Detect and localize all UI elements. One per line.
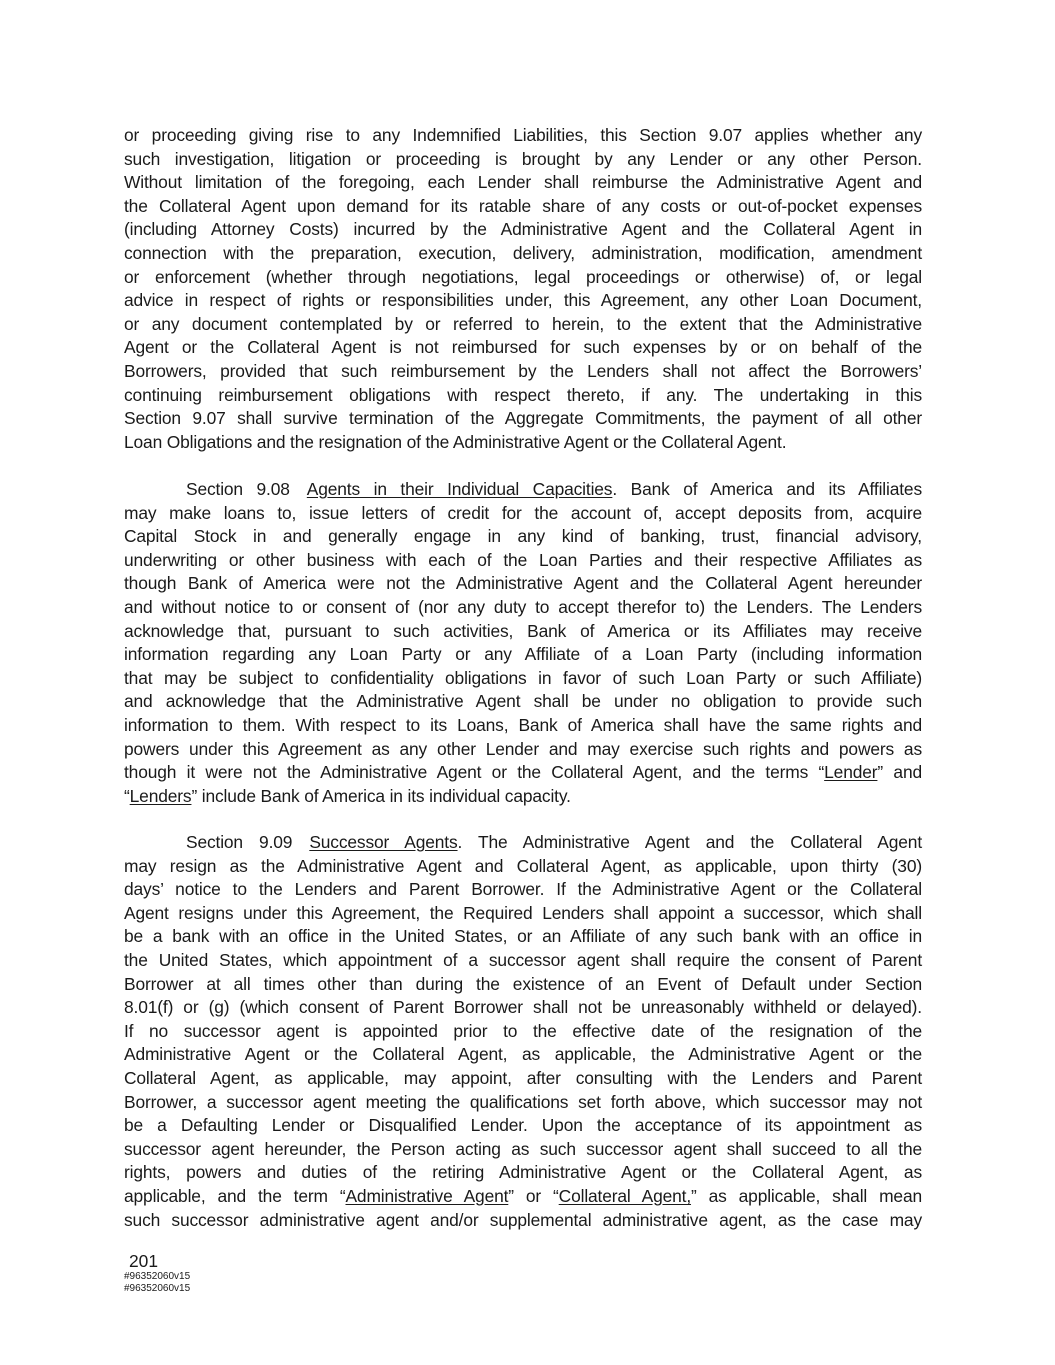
text-line: Capital Stock in and generally engage in any kind of banking, trust, financial advisory, — [124, 526, 922, 547]
section-number: Section 9.09 — [186, 832, 293, 852]
defined-term: Lender — [824, 762, 878, 783]
text-line — [124, 1185, 922, 1209]
text-line: may resign as the Administrative Agent and Collateral Agent, as applicable, upon thirty (30) — [124, 855, 922, 876]
text-run: applicable, and the term “ — [124, 1185, 346, 1206]
text-line: powers under this Agreement as any other Lender and may exercise such rights and powers as — [124, 738, 922, 759]
text-line: the United States, which appointment of a successor agent shall require the consent of Parent — [124, 949, 922, 970]
text-line: (including Attorney Costs) incurred by the Administrative Agent and the Collateral Agent in — [124, 219, 922, 240]
text-run: ” include Bank of America in its individual capacity. — [191, 785, 571, 806]
text-line: connection with the preparation, execution, delivery, administration, modification, amendment — [124, 242, 922, 263]
text-run: “ — [124, 785, 130, 806]
text-line: successor agent hereunder, the Person acting as such successor agent shall succeed to all the — [124, 1138, 922, 1159]
section-title: Successor Agents — [309, 832, 458, 852]
text-line: though Bank of America were not the Administrative Agent and the Collateral Agent hereunder — [124, 573, 922, 594]
text-line: continuing reimbursement obligations with respect thereto, if any. The undertaking in this — [124, 384, 922, 405]
document-id: #96352060v15 — [124, 1271, 191, 1282]
text-line: Loan Obligations and the resignation of the Administrative Agent or the Collateral Agent. — [124, 431, 787, 452]
text-line: 8.01(f) or (g) (which consent of Parent Borrower shall not be unreasonably withheld or delayed). — [124, 997, 922, 1018]
text-line: Agent or the Collateral Agent is not reimbursed for such expenses by or on behalf of the — [124, 337, 922, 358]
text-line: and acknowledge that the Administrative Agent shall be under no obligation to provide such — [124, 691, 922, 712]
section-9-07-continuation — [124, 124, 922, 454]
section-number: Section 9.08 — [186, 479, 290, 499]
text-run: though it were not the Administrative Agent or the Collateral Agent, and the terms “ — [124, 762, 825, 783]
section-heading-line — [124, 831, 922, 855]
text-line: Section 9.07 shall survive termination of the Aggregate Commitments, the payment of all other — [124, 408, 922, 429]
text-line: underwriting or other business with each of the Loan Parties and their respective Affiliates as — [124, 549, 922, 570]
text-line: or proceeding giving rise to any Indemnified Liabilities, this Section 9.07 applies whether any — [124, 125, 922, 145]
text-line: may make loans to, issue letters of credit for the account of, accept deposits from, acquire — [124, 502, 922, 523]
defined-term: Collateral Agent, — [558, 1185, 692, 1206]
text-line: Agent resigns under this Agreement, the Required Lenders shall appoint a successor, which shall — [124, 902, 922, 923]
text-line: and without notice to or consent of (nor any duty to accept therefor to) the Lenders. The Lenders — [124, 596, 922, 617]
text-line: such successor administrative agent and/or supplemental administrative agent, as the case may — [124, 1209, 922, 1230]
page-number: 201 — [129, 1251, 159, 1271]
text-line: Borrower, a successor agent meeting the qualifications set forth above, which successor may not — [124, 1091, 922, 1112]
section-heading-line — [124, 478, 922, 502]
section-9-09 — [124, 831, 922, 1232]
text-line: rights, powers and duties of the retiring Administrative Agent or the Collateral Agent, as — [124, 1162, 922, 1183]
text-line: or any document contemplated by or referred to herein, to the extent that the Administrative — [124, 313, 922, 334]
text-line: Administrative Agent or the Collateral Agent, as applicable, the Administrative Agent or the — [124, 1044, 922, 1065]
text-line: advice in respect of rights or responsibilities under, this Agreement, any other Loan Document, — [124, 290, 922, 311]
text-line: days’ notice to the Lenders and Parent Borrower. If the Administrative Agent or the Collateral — [124, 879, 922, 900]
text-line — [124, 761, 922, 785]
text-run: ” and — [877, 762, 922, 783]
text-line: Borrowers, provided that such reimbursement by the Lenders shall not affect the Borrowers’ — [124, 360, 922, 381]
text-line: If no successor agent is appointed prior to the effective date of the resignation of the — [124, 1020, 922, 1041]
text-line: Collateral Agent, as applicable, may appoint, after consulting with the Lenders and Parent — [124, 1067, 922, 1088]
text-line: acknowledge that, pursuant to such activities, Bank of America or its Affiliates may receive — [124, 620, 922, 641]
text-line: such investigation, litigation or proceeding is brought by any Lender or any other Person. — [124, 148, 922, 169]
text-line: the Collateral Agent upon demand for its ratable share of any costs or out-of-pocket expenses — [124, 195, 922, 216]
defined-term: Administrative Agent — [345, 1185, 509, 1206]
text-line: be a Defaulting Lender or Disqualified Lender. Upon the acceptance of its appointment as — [124, 1115, 922, 1136]
page-footer — [124, 1251, 190, 1295]
text-run: ” as applicable, shall mean — [691, 1185, 922, 1206]
text-run: ” or “ — [508, 1185, 559, 1206]
section-title: Agents in their Individual Capacities — [306, 479, 613, 499]
text-line: information regarding any Loan Party or any Affiliate of a Loan Party (including information — [124, 644, 922, 665]
text-line: that may be subject to confidentiality obligations in favor of such Loan Party or such Affiliate) — [124, 667, 922, 688]
defined-term: Lenders — [129, 785, 192, 806]
document-id: #96352060v15 — [124, 1283, 191, 1294]
text-run: . Bank of America and its Affiliates — [612, 479, 922, 499]
section-9-08 — [124, 478, 922, 808]
text-run: . The Administrative Agent and the Collateral Agent — [457, 832, 923, 852]
text-line — [124, 785, 922, 809]
text-line: Without limitation of the foregoing, each Lender shall reimburse the Administrative Agent and — [124, 172, 922, 193]
text-line: Borrower at all times other than during the existence of an Event of Default under Section — [124, 973, 922, 994]
text-line: information to them. With respect to its Loans, Bank of America shall have the same rights and — [124, 714, 922, 735]
text-line: be a bank with an office in the United States, or an Affiliate of any such bank with an office in — [124, 926, 922, 947]
text-line: or enforcement (whether through negotiations, legal proceedings or otherwise) of, or legal — [124, 266, 922, 287]
